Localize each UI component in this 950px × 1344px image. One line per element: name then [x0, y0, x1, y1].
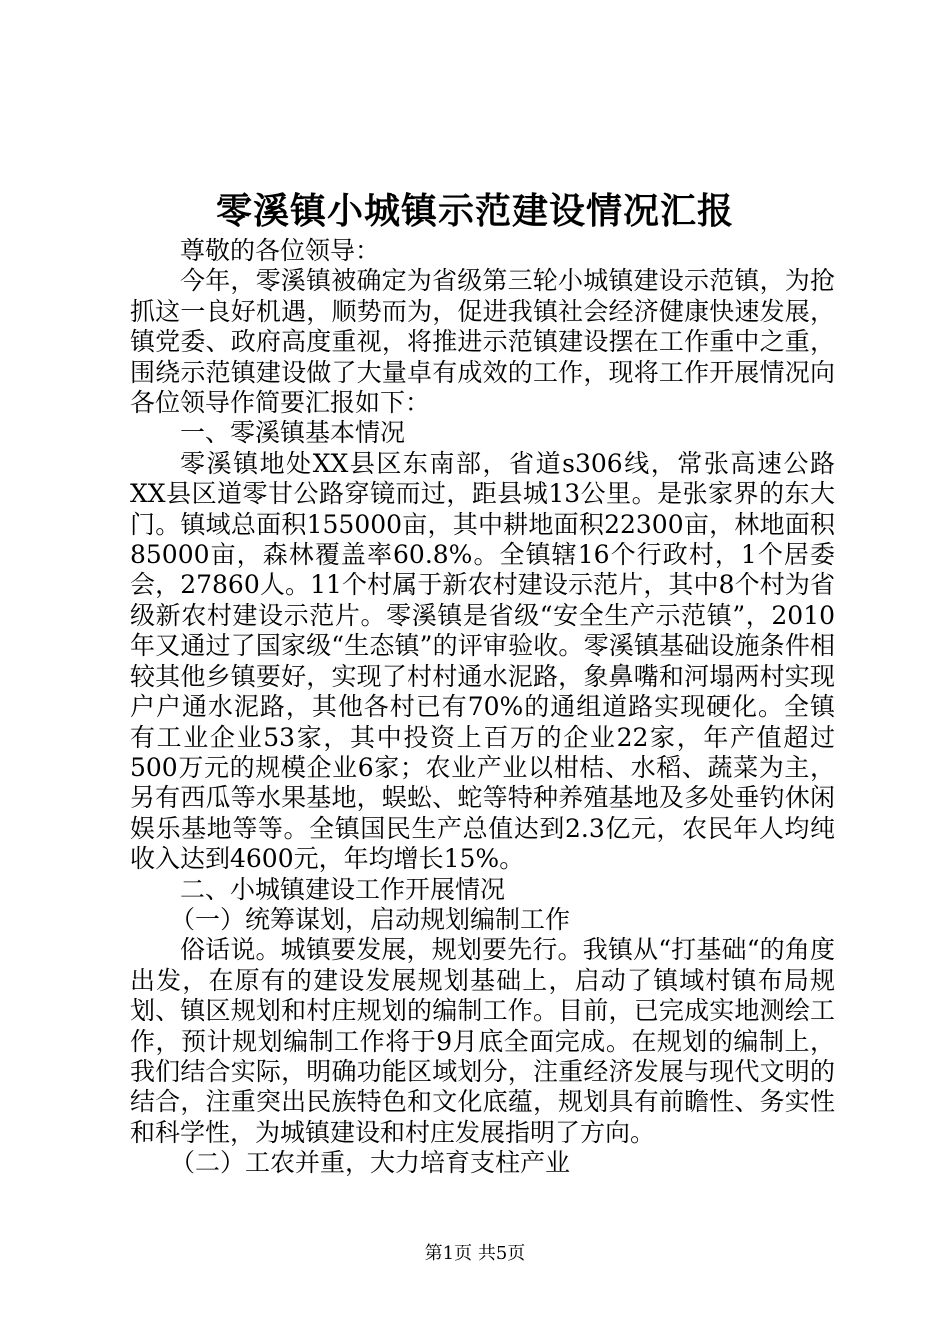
section-heading-2: 二、小城镇建设工作开展情况 [180, 874, 506, 904]
subsection-heading-2: （二）工农并重，大力培育支柱产业 [170, 1148, 571, 1178]
basic-info-paragraph: 零溪镇地处XX县区东南部，省道s306线，常张高速公路XX县区道零甘公路穿镜而过，距县城13公里。是张家界的东大门。镇域总面积155000亩，其中耕地面积22300亩，林地面积85000亩，森林覆盖率60.8%。全镇辖16个行政村，1个居委会，27860人。11个村属于新农村建设示范片，其中8个村为省级新农村建设示范片。零溪镇是省级“安全生产示范镇”，2010年又通过了国家级“生态镇”的评审验收。零溪镇基础设施条件相较其他乡镇要好，实现了村村通水泥路，象鼻嘴和河塌两村实现户户通水泥路，其他各村已有70%的通组道路实现硬化。全镇有工业企业53家，其中投资上百万的企业22家，年产值超过500万元的规模企业6家；农业产业以柑桔、水稻、蔬菜为主，另有西瓜等水果基地，蜈蚣、蛇等特种养殖基地及多处垂钓休闲娱乐基地等等。全镇国民生产总值达到2.3亿元，农民年人均纯收入达到4600元，年均增长15%。 [130, 448, 835, 874]
salutation: 尊敬的各位领导： [180, 236, 381, 265]
planning-paragraph: 俗话说。城镇要发展，规划要先行。我镇从“打基础“的角度出发，在原有的建设发展规划基础上，启动了镇域村镇布局规划、镇区规划和村庄规划的编制工作。目前，已完成实地测绘工作，预计规划编制工作将于9月底全面完成。在规划的编制上，我们结合实际，明确功能区域划分，注重经济发展与现代文明的结合，注重突出民族特色和文化底蕴，规划具有前瞻性、务实性和科学性，为城镇建设和村庄发展指明了方向。 [130, 935, 835, 1147]
document-body [130, 236, 835, 1179]
subsection-heading-1: （一）统筹谋划，启动规划编制工作 [170, 904, 571, 934]
intro-paragraph: 今年，零溪镇被确定为省级第三轮小城镇建设示范镇，为抢抓这一良好机遇，顺势而为，促进我镇社会经济健康快速发展，镇党委、政府高度重视，将推进示范镇建设摆在工作重中之重，围绕示范镇建设做了大量卓有成效的工作，现将工作开展情况向各位领导作简要汇报如下： [130, 266, 835, 418]
section-heading-1: 一、零溪镇基本情况 [180, 418, 406, 448]
document-title: 零溪镇小城镇示范建设情况汇报 [215, 190, 734, 232]
page-footer: 第1页 共5页 [424, 1243, 526, 1264]
